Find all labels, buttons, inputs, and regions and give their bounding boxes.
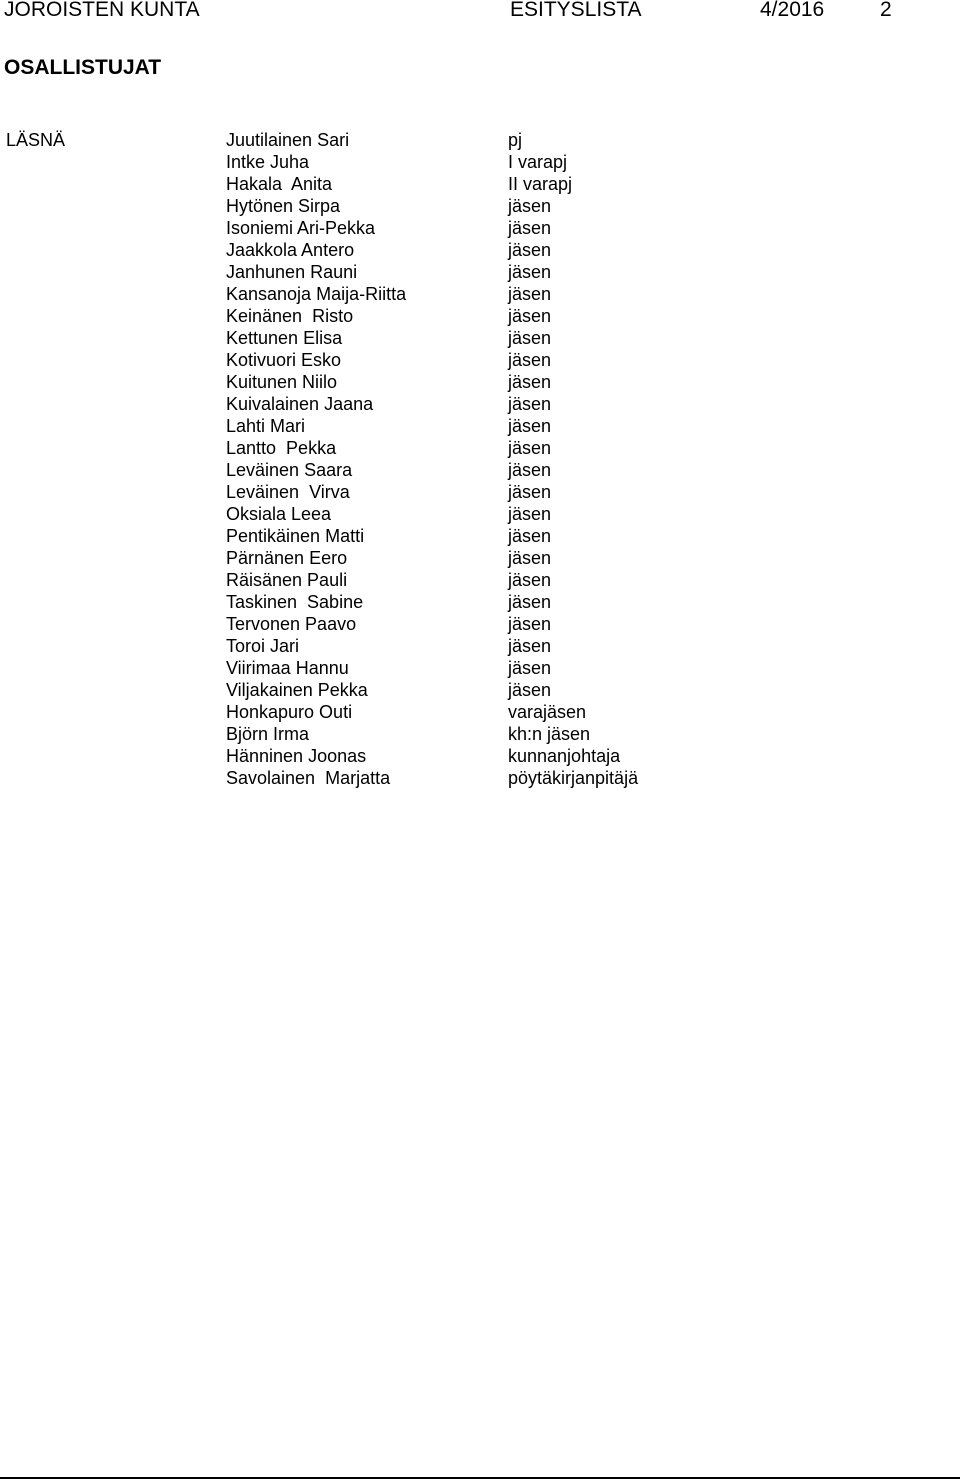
attendee-row: [0, 283, 960, 305]
attendee-role: jäsen: [508, 482, 552, 502]
attendee-row: [0, 437, 960, 459]
attendee-name: Pärnänen Eero: [226, 548, 348, 568]
attendee-list: [0, 129, 960, 789]
attendee-name: Kotivuori Esko: [226, 350, 342, 370]
attendee-role: jäsen: [508, 504, 552, 524]
attendee-row: [0, 701, 960, 723]
document-header: [0, 0, 960, 24]
attendee-row: [0, 767, 960, 789]
attendee-row: [0, 195, 960, 217]
meeting-number: 4/2016: [760, 0, 825, 21]
document-type: ESITYSLISTA: [510, 0, 642, 21]
attendee-row: [0, 349, 960, 371]
attendee-role: jäsen: [508, 658, 552, 678]
attendee-row: [0, 635, 960, 657]
attendee-name: Leväinen Saara: [226, 460, 353, 480]
attendee-name: Hytönen Sirpa: [226, 196, 341, 216]
attendee-role: pöytäkirjanpitäjä: [508, 768, 639, 788]
attendee-name: Intke Juha: [226, 152, 310, 172]
attendee-name: Oksiala Leea: [226, 504, 332, 524]
attendee-name: Viirimaa Hannu: [226, 658, 349, 678]
organization-name: JOROISTEN KUNTA: [4, 0, 200, 21]
attendee-role: jäsen: [508, 680, 552, 700]
attendee-name: Hakala Anita: [226, 174, 333, 194]
attendee-name: Kansanoja Maija-Riitta: [226, 284, 407, 304]
attendee-role: jäsen: [508, 240, 552, 260]
attendee-row: [0, 371, 960, 393]
attendee-row: [0, 239, 960, 261]
attendee-name: Jaakkola Antero: [226, 240, 355, 260]
attendee-row: [0, 679, 960, 701]
attendee-role: jäsen: [508, 306, 552, 326]
attendee-name: Lahti Mari: [226, 416, 306, 436]
attendee-name: Björn Irma: [226, 724, 310, 744]
attendee-name: Tervonen Paavo: [226, 614, 357, 634]
attendee-name: Räisänen Pauli: [226, 570, 348, 590]
attendee-name: Honkapuro Outi: [226, 702, 353, 722]
attendee-role: jäsen: [508, 460, 552, 480]
present-label: LÄSNÄ: [6, 130, 66, 150]
attendee-role: II varapj: [508, 174, 573, 194]
attendee-role: jäsen: [508, 350, 552, 370]
attendee-role: varajäsen: [508, 702, 587, 722]
attendee-row: [0, 393, 960, 415]
attendee-row: [0, 569, 960, 591]
page-number: 2: [880, 0, 892, 21]
attendee-name: Taskinen Sabine: [226, 592, 364, 612]
attendee-row: [0, 173, 960, 195]
attendee-row: [0, 415, 960, 437]
attendee-row: [0, 459, 960, 481]
attendee-role: jäsen: [508, 196, 552, 216]
attendee-name: Leväinen Virva: [226, 482, 350, 502]
attendee-row: [0, 217, 960, 239]
attendee-role: jäsen: [508, 394, 552, 414]
attendee-name: Juutilainen Sari: [226, 130, 350, 150]
attendee-row: [0, 481, 960, 503]
attendee-role: kunnanjohtaja: [508, 746, 621, 766]
attendee-role: kh:n jäsen: [508, 724, 591, 744]
attendee-row: [0, 151, 960, 173]
attendee-role: I varapj: [508, 152, 568, 172]
attendee-row: [0, 613, 960, 635]
attendee-role: jäsen: [508, 526, 552, 546]
attendee-name: Kuitunen Niilo: [226, 372, 338, 392]
attendee-row: [0, 525, 960, 547]
attendee-role: jäsen: [508, 636, 552, 656]
footer-divider: [0, 1477, 960, 1479]
attendee-role: jäsen: [508, 328, 552, 348]
attendee-row: [0, 503, 960, 525]
attendee-name: Janhunen Rauni: [226, 262, 358, 282]
attendee-role: pj: [508, 130, 523, 150]
attendee-row: [0, 547, 960, 569]
attendee-row: [0, 305, 960, 327]
attendee-role: jäsen: [508, 438, 552, 458]
attendee-role: jäsen: [508, 262, 552, 282]
attendee-role: jäsen: [508, 416, 552, 436]
attendee-role: jäsen: [508, 570, 552, 590]
attendee-name: Hänninen Joonas: [226, 746, 367, 766]
attendee-row: [0, 657, 960, 679]
attendee-name: Toroi Jari: [226, 636, 300, 656]
attendee-role: jäsen: [508, 284, 552, 304]
attendee-name: Isoniemi Ari-Pekka: [226, 218, 376, 238]
attendee-role: jäsen: [508, 614, 552, 634]
section-title: OSALLISTUJAT: [4, 56, 162, 79]
attendee-row: [0, 723, 960, 745]
attendee-name: Lantto Pekka: [226, 438, 337, 458]
attendee-name: Kettunen Elisa: [226, 328, 343, 348]
attendee-row: [0, 591, 960, 613]
attendee-name: Pentikäinen Matti: [226, 526, 365, 546]
attendee-row: [0, 261, 960, 283]
attendee-role: jäsen: [508, 548, 552, 568]
attendee-role: jäsen: [508, 218, 552, 238]
attendee-role: jäsen: [508, 372, 552, 392]
attendee-name: Viljakainen Pekka: [226, 680, 368, 700]
attendee-row: [0, 327, 960, 349]
attendee-row: [0, 745, 960, 767]
attendee-name: Keinänen Risto: [226, 306, 354, 326]
attendee-name: Kuivalainen Jaana: [226, 394, 374, 414]
attendee-role: jäsen: [508, 592, 552, 612]
attendee-name: Savolainen Marjatta: [226, 768, 391, 788]
attendee-row: [0, 129, 960, 151]
